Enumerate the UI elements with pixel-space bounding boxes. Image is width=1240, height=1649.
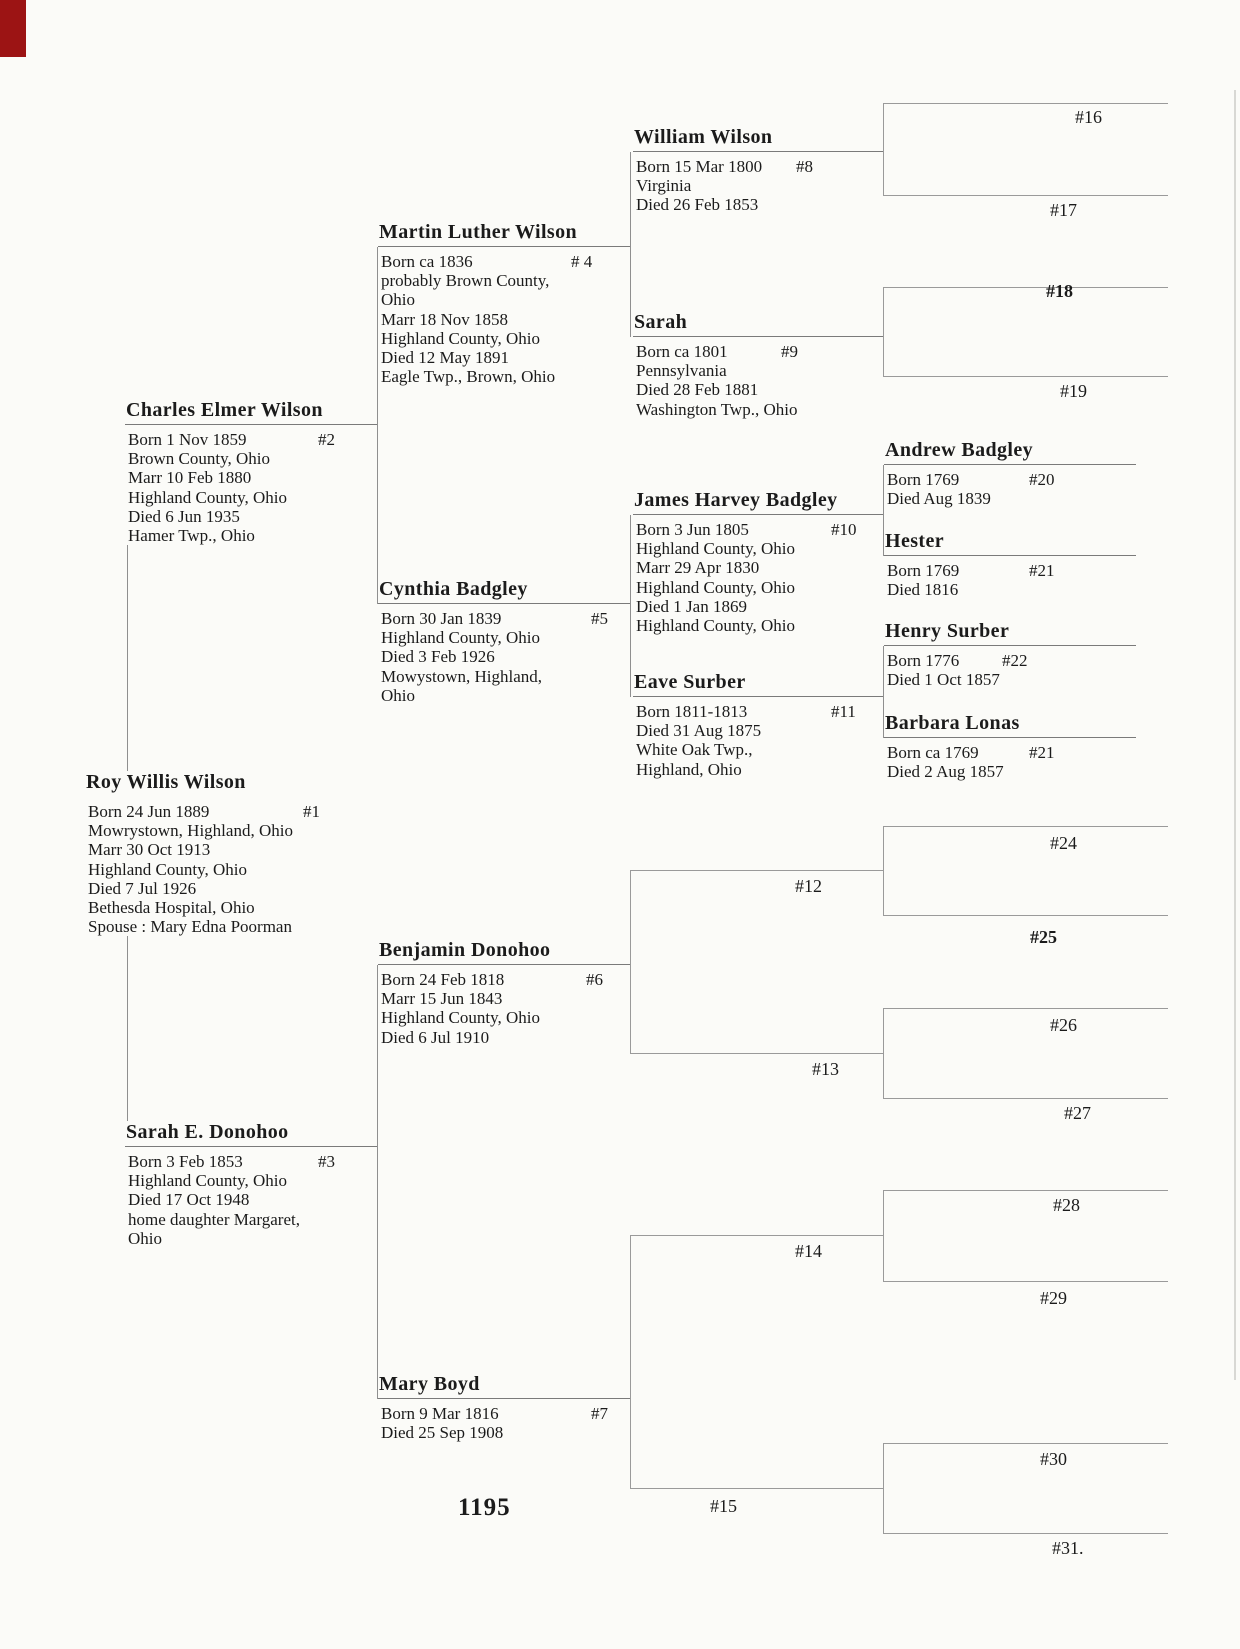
birth-text: Born 3 Feb 1853 (128, 1152, 243, 1171)
detail-line: probably Brown County, (381, 271, 550, 291)
ref-number: #10 (831, 520, 857, 539)
ref-number: #9 (781, 342, 798, 361)
birth-line (381, 970, 630, 989)
person-martin-luther-wilson (378, 221, 630, 386)
person-name: Sarah E. Donohoo (125, 1121, 377, 1147)
birth-line (128, 1152, 377, 1171)
detail-line: Died 26 Feb 1853 (636, 195, 759, 215)
person-eave-surber (633, 671, 883, 779)
person-cynthia-badgley (378, 578, 630, 705)
detail-line: Died 2 Aug 1857 (887, 762, 1004, 782)
slot-label-29: #29 (1040, 1288, 1067, 1308)
detail-line: Pennsylvania (636, 361, 727, 381)
detail-line: Died 17 Oct 1948 (128, 1190, 250, 1210)
person-name: Cynthia Badgley (378, 578, 630, 604)
person-name: James Harvey Badgley (633, 489, 883, 515)
ref-number: #2 (318, 430, 335, 449)
ancestor-box-16-17 (883, 103, 1168, 196)
detail-line: Died 6 Jun 1935 (128, 506, 240, 526)
detail-line: Marr 29 Apr 1830 (636, 558, 760, 578)
ancestor-box-28-29 (883, 1190, 1168, 1282)
person-sarah-e-donohoo (125, 1121, 377, 1248)
person-details (378, 247, 630, 386)
slot-label-17: #17 (1050, 200, 1077, 220)
slot-label-13: #13 (812, 1059, 839, 1079)
slot-label-14: #14 (795, 1241, 822, 1261)
birth-line (381, 609, 630, 628)
person-name: Andrew Badgley (884, 439, 1136, 465)
person-william-wilson (633, 126, 883, 215)
ancestor-box-14-15 (630, 1235, 883, 1489)
ref-number: #8 (796, 157, 813, 176)
detail-line: Died 3 Feb 1926 (381, 647, 495, 667)
person-mary-boyd (378, 1373, 630, 1442)
person-charles-elmer-wilson (125, 399, 377, 545)
detail-line: Highland County, Ohio (128, 487, 287, 507)
ancestor-box-18-19 (883, 287, 1168, 377)
person-name: Benjamin Donohoo (378, 939, 630, 965)
person-details (633, 152, 883, 215)
detail-line: Died 1 Oct 1857 (887, 670, 1000, 690)
birth-text: Born 15 Mar 1800 (636, 157, 763, 176)
person-name: Hester (884, 530, 1136, 556)
person-barbara-lonas (884, 712, 1136, 781)
ref-number: #5 (591, 609, 608, 628)
person-details (378, 604, 630, 705)
ancestor-box-24-25 (883, 826, 1168, 916)
person-name: William Wilson (633, 126, 883, 152)
detail-line: Ohio (381, 685, 415, 705)
detail-line: Highland County, Ohio (128, 1171, 287, 1191)
slot-label-16: #16 (1075, 107, 1102, 127)
detail-line: Highland County, Ohio (381, 1008, 540, 1028)
birth-line (887, 470, 1136, 489)
detail-line: Mowystown, Highland, (381, 666, 543, 686)
scan-page-edge (1234, 90, 1236, 1380)
birth-text: Born 3 Jun 1805 (636, 520, 749, 539)
birth-line (128, 430, 377, 449)
birth-text: Born 1769 (887, 470, 960, 489)
person-details (884, 646, 1136, 689)
detail-line: Marr 30 Oct 1913 (88, 840, 211, 860)
birth-text: Born 24 Jun 1889 (88, 802, 210, 821)
birth-text: Born 1 Nov 1859 (128, 430, 247, 449)
person-details (633, 515, 883, 635)
slot-label-30: #30 (1040, 1449, 1067, 1469)
ref-number: #21 (1029, 743, 1055, 762)
birth-line (887, 651, 1136, 670)
person-details (884, 738, 1136, 781)
detail-line: White Oak Twp., (636, 740, 753, 760)
birth-line (636, 702, 883, 721)
person-name: Sarah (633, 311, 883, 337)
birth-line (887, 561, 1136, 580)
birth-text: Born 1776 (887, 651, 960, 670)
ref-number: #22 (1002, 651, 1028, 670)
ref-number: #11 (831, 702, 856, 721)
detail-line: Died 31 Aug 1875 (636, 721, 762, 741)
person-details (633, 337, 883, 419)
connector-line-gen4-badgley (630, 515, 631, 697)
ref-number: #6 (586, 970, 603, 989)
birth-line (636, 342, 883, 361)
detail-line: Virginia (636, 176, 692, 196)
detail-line: Spouse : Mary Edna Poorman (88, 917, 292, 937)
slot-label-26: #26 (1050, 1015, 1077, 1035)
person-benjamin-donohoo (378, 939, 630, 1047)
person-name: Eave Surber (633, 671, 883, 697)
detail-line: Died 6 Jul 1910 (381, 1027, 490, 1047)
detail-line: Highland County, Ohio (636, 539, 795, 559)
birth-line (381, 252, 630, 271)
detail-line: Marr 15 Jun 1843 (381, 989, 503, 1009)
detail-line: Ohio (381, 290, 415, 310)
person-name: Barbara Lonas (884, 712, 1136, 738)
detail-line: Brown County, Ohio (128, 449, 270, 469)
person-name: Charles Elmer Wilson (125, 399, 377, 425)
detail-line: Ohio (128, 1228, 162, 1248)
page-number: 1195 (458, 1494, 511, 1521)
slot-label-31: #31. (1052, 1538, 1084, 1558)
detail-line: Highland County, Ohio (88, 859, 247, 879)
ancestor-box-26-27 (883, 1008, 1168, 1099)
person-roy-willis-wilson (85, 771, 365, 936)
person-details (378, 1399, 630, 1442)
detail-line: Died 7 Jul 1926 (88, 878, 197, 898)
ancestor-box-12-13 (630, 870, 883, 1054)
person-henry-surber (884, 620, 1136, 689)
person-andrew-badgley (884, 439, 1136, 508)
birth-text: Born ca 1769 (887, 743, 979, 762)
birth-text: Born 1769 (887, 561, 960, 580)
connector-line-gen4-wilson (630, 152, 631, 337)
ancestor-box-30-31 (883, 1443, 1168, 1534)
slot-label-25: #25 (1030, 927, 1057, 947)
detail-line: Hamer Twp., Ohio (128, 526, 255, 546)
person-details (633, 697, 883, 779)
binding-red-mark (0, 0, 26, 57)
birth-line (88, 802, 365, 821)
detail-line: Highland County, Ohio (636, 616, 795, 636)
detail-line: Died 25 Sep 1908 (381, 1423, 504, 1443)
detail-line: Bethesda Hospital, Ohio (88, 898, 255, 918)
person-details (884, 556, 1136, 599)
birth-text: Born ca 1801 (636, 342, 728, 361)
birth-text: Born 1811-1813 (636, 702, 748, 721)
person-details (125, 1147, 377, 1248)
ref-number: #3 (318, 1152, 335, 1171)
person-james-harvey-badgley (633, 489, 883, 635)
birth-text: Born 30 Jan 1839 (381, 609, 502, 628)
detail-line: Washington Twp., Ohio (636, 399, 798, 419)
detail-line: Died 1 Jan 1869 (636, 596, 747, 616)
ref-number: #21 (1029, 561, 1055, 580)
slot-label-24: #24 (1050, 833, 1077, 853)
birth-text: Born ca 1836 (381, 252, 473, 271)
slot-label-19: #19 (1060, 381, 1087, 401)
person-sarah (633, 311, 883, 419)
detail-line: Highland, Ohio (636, 759, 742, 779)
slot-label-12: #12 (795, 876, 822, 896)
detail-line: Died 12 May 1891 (381, 348, 509, 368)
person-hester (884, 530, 1136, 599)
person-details (884, 465, 1136, 508)
birth-line (381, 1404, 630, 1423)
detail-line: Highland County, Ohio (381, 628, 540, 648)
detail-line: home daughter Margaret, (128, 1209, 300, 1229)
slot-label-18: #18 (1046, 281, 1073, 301)
slot-label-15: #15 (710, 1496, 737, 1516)
ref-number: #1 (303, 802, 320, 821)
detail-line: Highland County, Ohio (636, 577, 795, 597)
birth-text: Born 24 Feb 1818 (381, 970, 505, 989)
slot-label-27: #27 (1064, 1103, 1091, 1123)
detail-line: Died Aug 1839 (887, 489, 991, 509)
detail-line: Died 28 Feb 1881 (636, 380, 759, 400)
ref-number: #7 (591, 1404, 608, 1423)
detail-line: Marr 10 Feb 1880 (128, 468, 252, 488)
detail-line: Highland County, Ohio (381, 328, 540, 348)
birth-line (636, 520, 883, 539)
person-name: Henry Surber (884, 620, 1136, 646)
person-details (125, 425, 377, 545)
birth-line (636, 157, 883, 176)
person-details (378, 965, 630, 1047)
person-name: Roy Willis Wilson (86, 771, 246, 793)
slot-label-28: #28 (1053, 1195, 1080, 1215)
ref-number: # 4 (571, 252, 593, 271)
detail-line: Died 1816 (887, 580, 959, 600)
birth-text: Born 9 Mar 1816 (381, 1404, 499, 1423)
ref-number: #20 (1029, 470, 1055, 489)
detail-line: Marr 18 Nov 1858 (381, 309, 509, 329)
person-details (85, 797, 365, 936)
person-name: Mary Boyd (378, 1373, 630, 1399)
detail-line: Mowrystown, Highland, Ohio (88, 821, 293, 841)
person-name: Martin Luther Wilson (378, 221, 630, 247)
birth-line (887, 743, 1136, 762)
detail-line: Eagle Twp., Brown, Ohio (381, 367, 556, 387)
